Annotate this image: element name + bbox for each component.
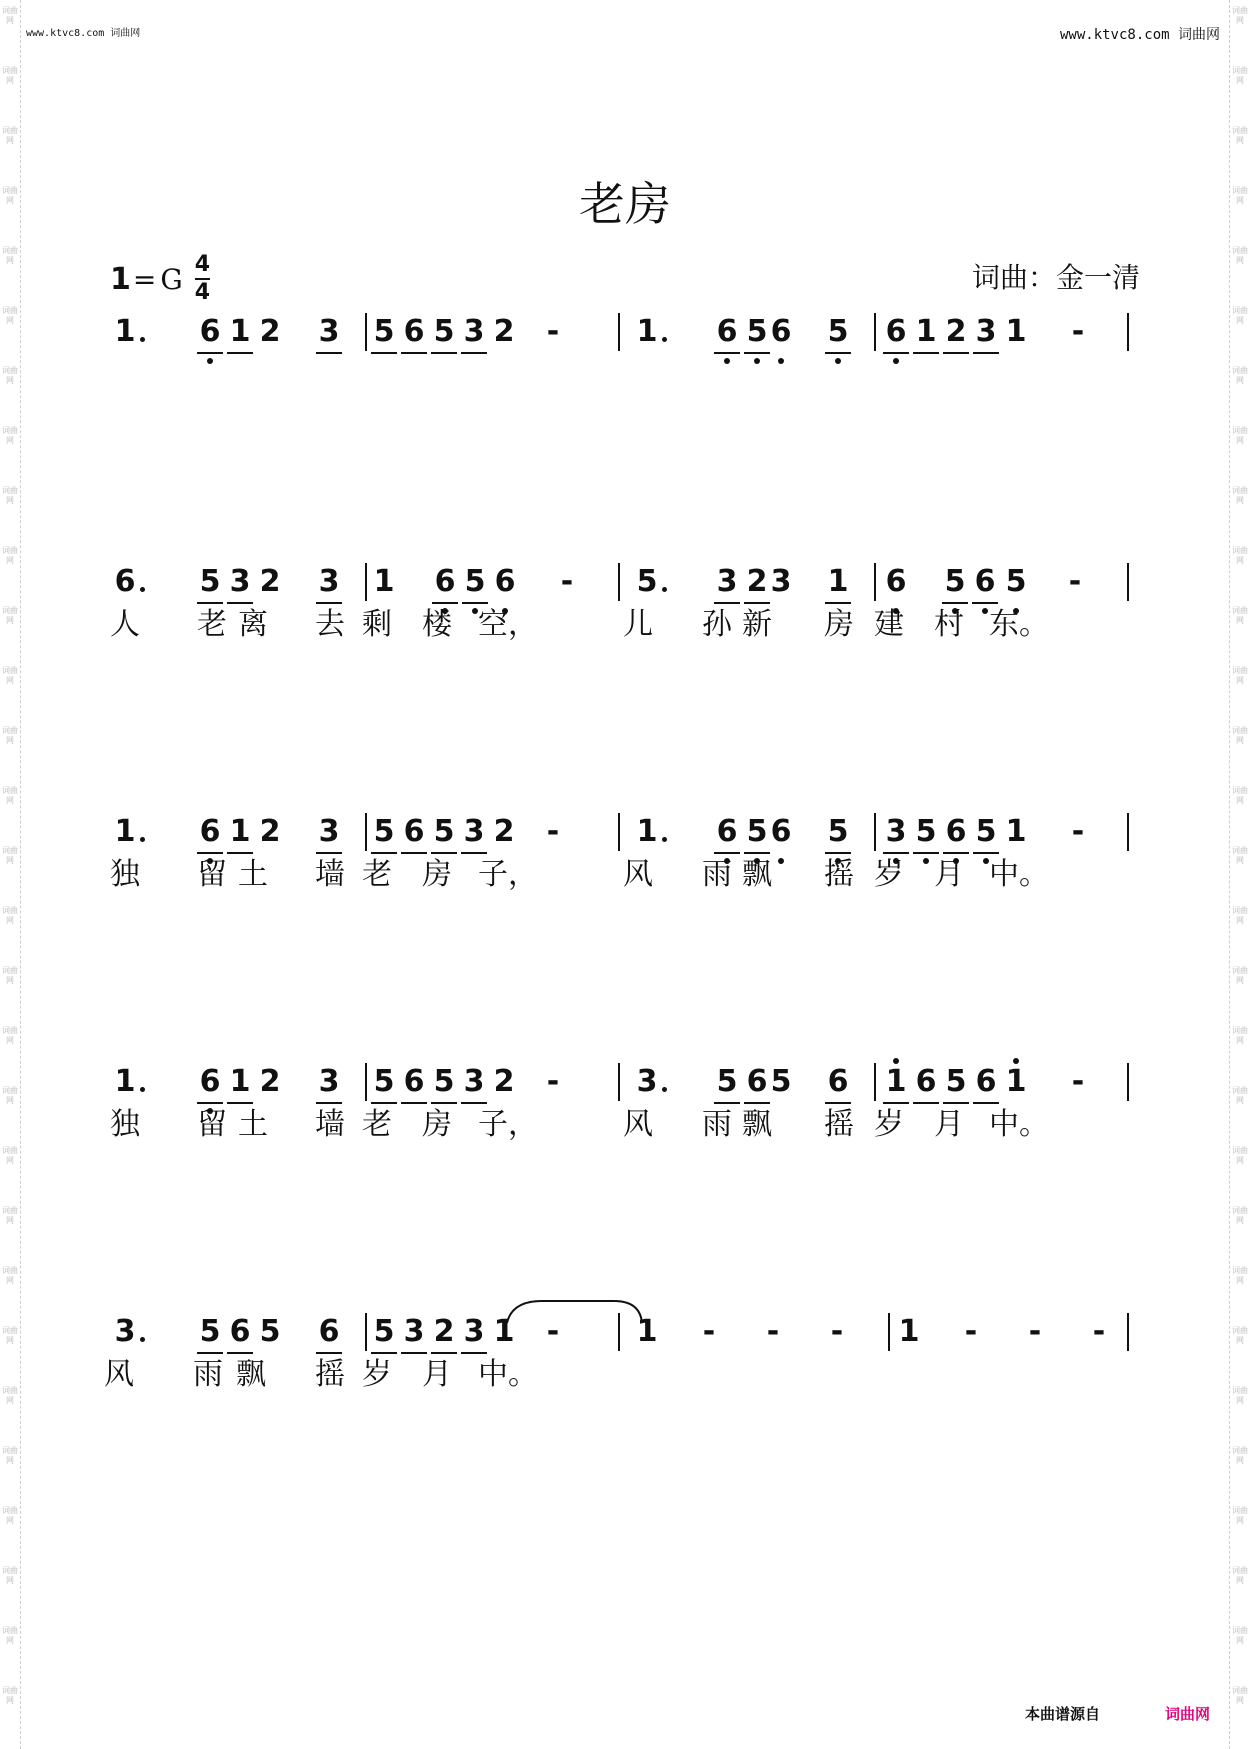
- side-watermark-text: 词曲网: [1232, 726, 1248, 745]
- dash-extension: -: [1068, 564, 1082, 599]
- jianpu-note: 6: [197, 1067, 223, 1097]
- lyric-char: 留: [197, 857, 227, 892]
- side-watermark-text: 词曲网: [2, 1206, 18, 1225]
- jianpu-note: 6: [227, 1317, 253, 1347]
- left-watermark-strip: [0, 0, 21, 1749]
- jianpu-note: 3: [227, 567, 253, 597]
- footer-source-label: 本曲谱源自: [1024, 1705, 1100, 1723]
- dash-extension: -: [1092, 1314, 1106, 1349]
- side-watermark-text: 词曲网: [2, 186, 18, 205]
- dash-extension: -: [1071, 314, 1085, 349]
- jianpu-note: 5: [744, 317, 770, 347]
- lyric-char: 摇: [824, 857, 854, 892]
- jianpu-note: 1: [1005, 814, 1027, 849]
- jianpu-note: 1: [112, 1067, 138, 1097]
- jianpu-note: 5: [197, 1317, 223, 1347]
- lyric-char: 独: [110, 857, 140, 892]
- lyric-char: 摇: [824, 1107, 854, 1142]
- jianpu-note: 6: [197, 817, 223, 847]
- side-watermark-text: 词曲网: [1232, 1506, 1248, 1525]
- jianpu-note: 6: [913, 1067, 939, 1097]
- dash-extension: -: [546, 314, 560, 349]
- side-watermark-text: 词曲网: [2, 1446, 18, 1465]
- dash-extension: -: [766, 1314, 780, 1349]
- side-watermark-text: 词曲网: [2, 66, 18, 85]
- jianpu-note: 1: [227, 817, 253, 847]
- side-watermark-text: 词曲网: [1232, 246, 1248, 265]
- bar-line: [1127, 1063, 1129, 1101]
- right-watermark-strip: [1229, 0, 1250, 1749]
- jianpu-note: 5: [744, 817, 770, 847]
- bar-line: [888, 1313, 890, 1351]
- lyric-char: 月: [934, 1107, 964, 1142]
- low-octave-dot: [754, 358, 760, 364]
- lyric-char: 房: [422, 857, 452, 892]
- key-name: G: [160, 262, 183, 296]
- time-signature: [195, 254, 210, 304]
- jianpu-note: 6: [768, 317, 794, 347]
- jianpu-note: 1: [883, 1067, 909, 1097]
- side-watermark-text: 词曲网: [2, 1266, 18, 1285]
- jianpu-note: 2: [259, 814, 281, 849]
- bar-line: [365, 563, 367, 601]
- side-watermark-text: 词曲网: [1232, 786, 1248, 805]
- jianpu-note: 2: [259, 1064, 281, 1099]
- jianpu-note: 3: [461, 317, 487, 347]
- lyric-char: 墙: [315, 857, 345, 892]
- jianpu-note: 5: [1003, 567, 1029, 597]
- lyric-char: 岁: [874, 857, 904, 892]
- jianpu-note: 3: [112, 1317, 138, 1347]
- jianpu-note: 6: [197, 317, 223, 347]
- jianpu-note: 2: [943, 317, 969, 347]
- jianpu-note: 6: [401, 817, 427, 847]
- side-watermark-text: 词曲网: [2, 6, 18, 25]
- bar-line: [874, 563, 876, 601]
- low-octave-dot: [778, 858, 784, 864]
- jianpu-note: 3: [770, 564, 792, 599]
- lyric-char: 风: [104, 1357, 134, 1392]
- jianpu-note: 2: [493, 314, 515, 349]
- lyric-char: 老: [362, 1107, 392, 1142]
- jianpu-note: 6: [316, 1317, 342, 1347]
- lyric-char: 独: [110, 1107, 140, 1142]
- jianpu-note: 1: [112, 817, 138, 847]
- jianpu-note: 5: [825, 317, 851, 347]
- lyric-char: 中。: [989, 857, 1049, 892]
- side-watermark-text: 词曲网: [2, 606, 18, 625]
- lyric-char: 土: [238, 857, 268, 892]
- side-watermark-text: 词曲网: [2, 1386, 18, 1405]
- jianpu-note: 1: [913, 317, 939, 347]
- bar-line: [618, 813, 620, 851]
- jianpu-note: 1: [1005, 314, 1027, 349]
- bar-line: [365, 813, 367, 851]
- jianpu-note: 3: [883, 817, 909, 847]
- side-watermark-text: 词曲网: [2, 846, 18, 865]
- side-watermark-text: 词曲网: [1232, 486, 1248, 505]
- jianpu-note: 5: [371, 817, 397, 847]
- jianpu-note: 5: [973, 817, 999, 847]
- side-watermark-text: 词曲网: [2, 906, 18, 925]
- jianpu-note: 5: [259, 1314, 281, 1349]
- side-watermark-text: 词曲网: [1232, 1566, 1248, 1585]
- jianpu-note: 6: [825, 1067, 851, 1097]
- lyric-char: 飘: [236, 1357, 266, 1392]
- lyric-char: 孙: [702, 607, 732, 642]
- side-watermark-text: 词曲网: [1232, 6, 1248, 25]
- jianpu-note: 6: [768, 817, 794, 847]
- lyric-char: 风: [623, 1107, 653, 1142]
- jianpu-note: 2: [259, 564, 281, 599]
- high-octave-dot: [1013, 1058, 1019, 1064]
- side-watermark-text: 词曲网: [1232, 1626, 1248, 1645]
- dash-extension: -: [964, 1314, 978, 1349]
- key-equals: =: [132, 262, 157, 296]
- bar-line: [874, 1063, 876, 1101]
- side-watermark-text: 词曲网: [2, 666, 18, 685]
- side-watermark-text: 词曲网: [1232, 66, 1248, 85]
- side-watermark-text: 词曲网: [1232, 126, 1248, 145]
- side-watermark-text: 词曲网: [1232, 1386, 1248, 1405]
- jianpu-note: 3: [461, 817, 487, 847]
- time-denominator: 4: [194, 280, 211, 305]
- jianpu-note: 6: [432, 567, 458, 597]
- dash-extension: -: [702, 1314, 716, 1349]
- dash-extension: -: [1071, 1064, 1085, 1099]
- lyric-char: 新: [742, 607, 772, 642]
- side-watermark-text: 词曲网: [1232, 1326, 1248, 1345]
- jianpu-note: 5: [913, 817, 939, 847]
- side-watermark-text: 词曲网: [1232, 1266, 1248, 1285]
- key-signature: [110, 254, 210, 304]
- jianpu-note: 3: [461, 1067, 487, 1097]
- jianpu-note: 5: [371, 1067, 397, 1097]
- lyric-char: 老: [197, 607, 227, 642]
- side-watermark-text: 词曲网: [2, 126, 18, 145]
- low-octave-dot: [835, 358, 841, 364]
- low-octave-dot: [778, 358, 784, 364]
- lyric-char: 老: [362, 857, 392, 892]
- lyric-char: 子，: [478, 857, 538, 892]
- bar-line: [618, 1063, 620, 1101]
- dash-extension: -: [546, 1314, 560, 1349]
- jianpu-note: 1: [1003, 1067, 1029, 1097]
- side-watermark-text: 词曲网: [2, 1086, 18, 1105]
- jianpu-note: 6: [883, 317, 909, 347]
- side-watermark-text: 词曲网: [1232, 666, 1248, 685]
- lyric-char: 月: [934, 857, 964, 892]
- jianpu-note: 6: [883, 567, 909, 597]
- side-watermark-text: 词曲网: [1232, 906, 1248, 925]
- side-watermark-text: 词曲网: [2, 1566, 18, 1585]
- dash-extension: -: [1071, 814, 1085, 849]
- low-octave-dot: [893, 358, 899, 364]
- side-watermark-text: 词曲网: [1232, 1686, 1248, 1705]
- top-left-watermark: www.ktvc8.com 词曲网: [26, 28, 141, 39]
- jianpu-note: 1: [636, 1314, 658, 1349]
- jianpu-note: 3: [461, 1317, 487, 1347]
- jianpu-note: 5: [197, 567, 223, 597]
- dash-extension: -: [830, 1314, 844, 1349]
- jianpu-note: 6: [943, 817, 969, 847]
- jianpu-note: 5: [462, 567, 488, 597]
- footer-brand: 词曲网: [1164, 1705, 1210, 1723]
- lyric-char: 中。: [478, 1357, 538, 1392]
- lyric-char: 飘: [742, 857, 772, 892]
- lyric-char: 房: [824, 607, 854, 642]
- jianpu-note: 3: [714, 567, 740, 597]
- side-watermark-text: 词曲网: [1232, 1206, 1248, 1225]
- jianpu-note: 2: [744, 567, 770, 597]
- jianpu-note: 2: [431, 1317, 457, 1347]
- jianpu-note: 1: [373, 564, 395, 599]
- jianpu-note: 3: [316, 1067, 342, 1097]
- bar-line: [365, 313, 367, 351]
- jianpu-note: 3: [973, 317, 999, 347]
- bar-line: [365, 1063, 367, 1101]
- lyric-char: 岁: [362, 1357, 392, 1392]
- side-watermark-text: 词曲网: [1232, 1086, 1248, 1105]
- side-watermark-text: 词曲网: [1232, 1446, 1248, 1465]
- lyric-char: 村: [934, 607, 964, 642]
- lyric-char: 东。: [989, 607, 1049, 642]
- side-watermark-text: 词曲网: [2, 1626, 18, 1645]
- lyric-char: 雨: [193, 1357, 223, 1392]
- side-watermark-text: 词曲网: [2, 966, 18, 985]
- jianpu-note: 3: [401, 1317, 427, 1347]
- jianpu-note: 1: [634, 817, 660, 847]
- lyric-char: 中。: [989, 1107, 1049, 1142]
- jianpu-note: 5: [431, 317, 457, 347]
- high-octave-dot: [893, 1058, 899, 1064]
- lyric-char: 去: [315, 607, 345, 642]
- jianpu-note: 5: [942, 567, 968, 597]
- side-watermark-text: 词曲网: [2, 1506, 18, 1525]
- key-tonic: 1: [110, 261, 131, 297]
- jianpu-note: 1: [227, 317, 253, 347]
- dash-extension: -: [546, 814, 560, 849]
- side-watermark-text: 词曲网: [1232, 546, 1248, 565]
- jianpu-note: 6: [744, 1067, 770, 1097]
- side-watermark-text: 词曲网: [2, 726, 18, 745]
- jianpu-note: 1: [825, 567, 851, 597]
- jianpu-note: 5: [825, 817, 851, 847]
- lyric-char: 离: [238, 607, 268, 642]
- bar-line: [1127, 1313, 1129, 1351]
- lyric-char: 雨: [702, 1107, 732, 1142]
- lyric-char: 空，: [478, 607, 538, 642]
- lyric-char: 子，: [478, 1107, 538, 1142]
- jianpu-note: 5: [943, 1067, 969, 1097]
- side-watermark-text: 词曲网: [1232, 426, 1248, 445]
- side-watermark-text: 词曲网: [2, 1026, 18, 1045]
- lyric-char: 墙: [315, 1107, 345, 1142]
- bar-line: [1127, 813, 1129, 851]
- low-octave-dot: [724, 358, 730, 364]
- side-watermark-text: 词曲网: [1232, 606, 1248, 625]
- lyric-char: 风: [623, 857, 653, 892]
- low-octave-dot: [207, 358, 213, 364]
- top-right-watermark: www.ktvc8.com 词曲网: [1059, 27, 1220, 43]
- jianpu-note: 2: [259, 314, 281, 349]
- jianpu-note: 6: [401, 1067, 427, 1097]
- lyric-char: 房: [422, 1107, 452, 1142]
- jianpu-note: 3: [316, 817, 342, 847]
- bar-line: [618, 563, 620, 601]
- side-watermark-text: 词曲网: [1232, 966, 1248, 985]
- jianpu-note: 5: [371, 1317, 397, 1347]
- song-title: 老房: [579, 177, 671, 231]
- jianpu-note: 2: [493, 1064, 515, 1099]
- side-watermark-text: 词曲网: [2, 1326, 18, 1345]
- jianpu-note: 2: [493, 814, 515, 849]
- side-watermark-text: 词曲网: [2, 486, 18, 505]
- side-watermark-text: 词曲网: [1232, 1146, 1248, 1165]
- bar-line: [1127, 313, 1129, 351]
- lyric-char: 剩: [362, 607, 392, 642]
- jianpu-note: 5: [371, 317, 397, 347]
- side-watermark-text: 词曲网: [1232, 366, 1248, 385]
- side-watermark-text: 词曲网: [1232, 306, 1248, 325]
- jianpu-note: 5: [714, 1067, 740, 1097]
- side-watermark-text: 词曲网: [2, 546, 18, 565]
- credits: 词曲：金一清: [971, 261, 1140, 294]
- side-watermark-text: 词曲网: [1232, 846, 1248, 865]
- side-watermark-text: 词曲网: [2, 306, 18, 325]
- jianpu-note: 1: [898, 1314, 920, 1349]
- lyric-char: 月: [422, 1357, 452, 1392]
- bar-line: [874, 313, 876, 351]
- jianpu-note: 1: [493, 1314, 515, 1349]
- bar-line: [618, 313, 620, 351]
- jianpu-note: 5: [431, 817, 457, 847]
- jianpu-note: 1: [112, 317, 138, 347]
- jianpu-note: 6: [714, 817, 740, 847]
- side-watermark-text: 词曲网: [2, 1686, 18, 1705]
- lyric-char: 雨: [702, 857, 732, 892]
- jianpu-note: 1: [227, 1067, 253, 1097]
- side-watermark-text: 词曲网: [1232, 186, 1248, 205]
- jianpu-note: 5: [634, 567, 660, 597]
- lyric-char: 摇: [315, 1357, 345, 1392]
- jianpu-note: 6: [401, 317, 427, 347]
- low-octave-dot: [982, 608, 988, 614]
- side-watermark-text: 词曲网: [2, 246, 18, 265]
- dash-extension: -: [560, 564, 574, 599]
- lyric-char: 土: [238, 1107, 268, 1142]
- bar-line: [365, 1313, 367, 1351]
- jianpu-note: 3: [316, 567, 342, 597]
- time-numerator: 4: [194, 252, 211, 277]
- side-watermark-text: 词曲网: [2, 786, 18, 805]
- tie-slur: [502, 1297, 652, 1327]
- jianpu-note: 1: [634, 317, 660, 347]
- jianpu-note: 5: [431, 1067, 457, 1097]
- jianpu-note: 3: [634, 1067, 660, 1097]
- dash-extension: -: [1028, 1314, 1042, 1349]
- lyric-char: 留: [197, 1107, 227, 1142]
- side-watermark-text: 词曲网: [2, 1146, 18, 1165]
- jianpu-note: 6: [973, 1067, 999, 1097]
- side-watermark-text: 词曲网: [2, 366, 18, 385]
- bar-line: [1127, 563, 1129, 601]
- side-watermark-text: 词曲网: [2, 426, 18, 445]
- lyric-char: 儿: [623, 607, 653, 642]
- bar-line: [874, 813, 876, 851]
- dash-extension: -: [546, 1064, 560, 1099]
- jianpu-note: 6: [714, 317, 740, 347]
- side-watermark-text: 词曲网: [1232, 1026, 1248, 1045]
- lyric-char: 楼: [422, 607, 452, 642]
- jianpu-note: 3: [316, 317, 342, 347]
- jianpu-note: 6: [492, 567, 518, 597]
- jianpu-note: 5: [770, 1064, 792, 1099]
- lyric-char: 建: [874, 607, 904, 642]
- lyric-char: 岁: [874, 1107, 904, 1142]
- lyric-char: 人: [110, 607, 140, 642]
- lyric-char: 飘: [742, 1107, 772, 1142]
- jianpu-note: 6: [972, 567, 998, 597]
- jianpu-note: 6: [112, 567, 138, 597]
